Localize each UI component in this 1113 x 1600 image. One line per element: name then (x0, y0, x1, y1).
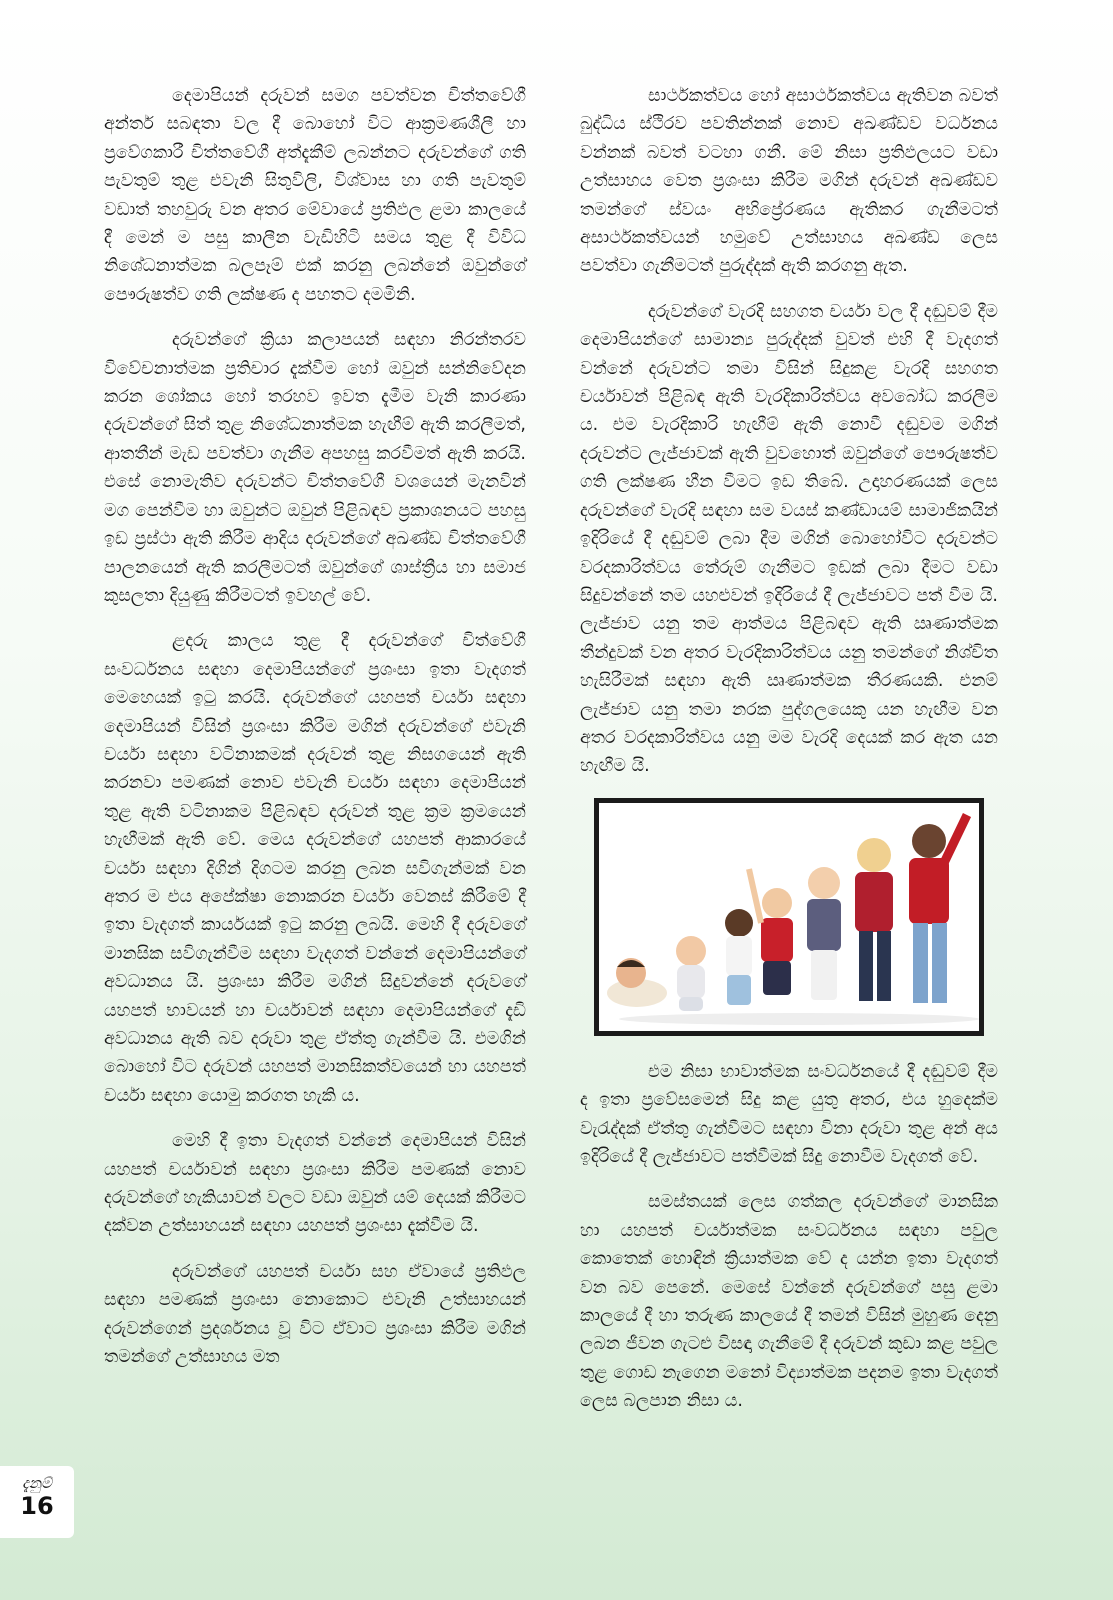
page-number-badge (0, 1466, 74, 1538)
paragraph: දරුවන්ගේ යහපත් චර්යා සහ ඒවායේ ප්‍රතිඵල සඳහා පමණක් ප්‍රශංසා නොකොට එවැනි උත්සාහයන් දරුවන්ගෙන් ප්‍රදර්ශනය වූ විට ඒවාට ප්‍රශංසා කිරීම මගින් තමන්ගේ උත්සාහය මත (104, 1261, 526, 1368)
left-column (104, 82, 526, 1388)
paragraph: මෙහි දී ඉතා වැදගත් වන්නේ දෙමාපියන් විසින් යහපත් චර්යාවන් සඳහා ප්‍රශංසා කිරීම පමණක් නොව දරුවන්ගේ හැකියාවන් වලට වඩා ඔවුන් යම් දෙයක් කිරීමට දක්වන උත්සාහයන් සඳහා යහපත් ප්‍රශංසා දැක්වීම යි. (104, 1131, 526, 1237)
paragraph: ළදරු කාලය තුළ දී දරුවන්ගේ චිත්වේගී සංවර්ධනය සඳහා දෙමාපියන්ගේ ප්‍රශංසා ඉතා වැදගත් මෙහෙයක් ඉටු කරයි. දරුවන්ගේ යහපත් චර්යා සඳහා දෙමාපියන් විසින් ප්‍රශංසා කිරීම මගින් දරුවන්ගේ එවැනි චර්යා සඳහා වටිනාකමක් දරුවන් තුළ නිසගයෙන් ඇති කරනවා පමණක් නොව එවැනි චර්යා සඳහා දෙමාපියන් තුළ ඇති වටිනාකම පිළිබඳව දරුවන් තුළ ක්‍රම ක්‍රමයෙන් හැඟීමක් ඇති වේ. මෙය දරුවන්ගේ යහපත් ආකාරයේ චර්යා සඳහා දිගින් දිගටම කරනු ලබන සවිගැන්මක් වන අතර ම එය අපේක්ෂා නොකරන චර්යා වෙනස් කිරීමේ දී ඉතා වැදගත් කාර්යයක් ඉටු කරනු ලබයි. මෙහි දී දරුවගේ මානසික සවිගැන්වීම සඳහා වැදගත් වන්නේ දෙමාපියන්ගේ අවධානය යි. ප්‍රශංසා කිරීම මගින් සිදුවන්නේ දරුවගේ යහපත් භාවයන් හා චර්යාවන් සඳහා දෙමාපියන්ගේ දැඩි අවධානය ඇති බව දරුවා තුළ ඒත්තු ගැන්වීම යි. එමගින් බොහෝ විට දරුවන් යහපත් මානසිකත්වයෙන් හා යහපත් චර්යා සඳහා යොමු කරගත හැකි ය. (104, 631, 526, 1106)
page-number: 16 (20, 1492, 54, 1520)
paragraph: දරුවන්ගේ වැරදි සහගත චර්යා වල දී දඬුවම් දීම දෙමාපියන්ගේ සාමාන්‍ය පුරුද්දක් වුවත් එහි දී වැදගත් වන්නේ දරුවන්ට තමා විසින් සිදුකළ වැරදි සහගත චර්යාවන් පිළිබඳ ඇති වැරදිකාරිත්වය අවබෝධ කරලීම ය. එම වැරදිකාරි හැඟීම් ඇති නොවී දඬුවම මගින් දරුවන්ට ලැජ්ජාවක් ඇති වුවහොත් ඔවුන්ගේ පෞරුෂත්ව ගති ලක්ෂණ හීන වීමට ඉඩ තිබේ. උදාහරණයක් ලෙස දරුවන්ගේ වැරදි සඳහා සම වයස් කණ්ඩායම් සාමාජිකයින් ඉදිරියේ දී දඬුවම් ලබා දීම මගින් බොහෝවිට දරුවන්ට වරදකාරිත්වය තේරුම් ගැනීමට ඉඩක් ලබා දීමට වඩා සිදුවන්නේ තම යහළුවන් ඉදිරියේ දී ලැජ්ජාවට පත් වීම යි. ලැජ්ජාව යනු තම ආත්මය පිළිබඳව ඇති ඍණාත්මක තීන්දුවක් වන අතර වැරදිකාරිත්වය යනු තමන්ගේ නිශ්චිත හැසිරීමක් සඳහා ඇති ඍණාත්මක තීරණයකි. එනම් ලැජ්ජාව යනු තමා නරක පුද්ගලයෙකු යන හැඟීම වන අතර වරදකාරිත්වය යනු මම වැරදි දෙයක් කර ඇත යන හැඟීම යි. (580, 301, 998, 777)
paragraph: සාර්ථකත්වය හෝ අසාර්ථකත්වය ඇතිවන බවත් බුද්ධිය ස්ථිරව පවතින්නක් නොව අඛණ්ඩව වර්ධනය වන්නක් බවත් වටහා ගනී. මේ නිසා ප්‍රතිඵලයට වඩා උත්සාහය වෙත ප්‍රශංසා කිරීම මගින් දරුවන් අඛණ්ඩව තමන්ගේ ස්වයං අභිප්‍රේරණය ඇතිකර ගැනීමටත් අසාර්ථකත්වයන් හමුවේ උත්සාහය අඛණ්ඩ ලෙස පවත්වා ගැනීමටත් පුරුද්දක් ඇති කරගනු ඇත. (580, 86, 998, 277)
children-photo (594, 798, 984, 1036)
paragraph: සමස්තයක් ලෙස ගත්කල දරුවන්ගේ මානසික හා යහපත් චර්යාත්මක සංවර්ධනය සඳහා පවුල කොතෙක් හොඳින් ක්‍රියාත්මක වේ ද යන්න ඉතා වැදගත් වන බව පෙනේ. මෙසේ වන්නේ දරුවන්ගේ පසු ළමා කාලයේ දී හා තරුණ කාලයේ දී තමන් විසින් මුහුණ දෙනු ලබන ජීවන ගැටළු විසඳා ගැනීමේ දී දරුවන් කුඩා කළ පවුල තුළ ගොඩ නැගෙන මනෝ විද්‍යාත්මක පදනම ඉතා වැදගත් ලෙස බලපාන නිසා ය. (580, 1192, 998, 1412)
paragraph: දරුවන්ගේ ක්‍රියා කලාපයන් සඳහා නිරන්තරව විවේචනාත්මක ප්‍රතිචාර දැක්වීම හෝ ඔවුන් සන්නිවේදන කරන ශෝකය හෝ තරහව ඉවත දැමීම වැනි කාරණා දරුවන්ගේ සිත් තුළ නිශේධනාත්මක හැඟීම් ඇති කරලීමත්, ආතතීන් මැඩ පවත්වා ගැනීම අපහසු කරවීමත් ඇති කරයි. එසේ නොමැතිව දරුවන්ට චිත්තවේගී වශයෙන් මැනවින් මග පෙන්වීම හා ඔවුන්ට ඔවුන් පිළිබඳව ප්‍රකාශනයට පහසු ඉඩ ප්‍රස්ථා ඇති කිරීම ආදිය දරුවන්ගේ අඛණ්ඩ චිත්තවේගී පාලනයෙන් ඇති කරලීමටත් ඔවුන්ගේ ශාස්ත්‍රීය හා සමාජ කුසලතා දියුණු කිරීමටත් ඉවහල් වේ. (104, 330, 526, 606)
paragraph: එම නිසා භාවාත්මක සංවර්ධනයේ දී දඬුවම් දීම ද ඉතා ප්‍රවේසමෙන් සිදු කළ යුතු අතර, එය හුදෙක්ම වැරැද්දක් ඒත්තු ගැන්වීමට සඳහා විනා දරුවා තුළ අන් අය ඉදිරියේ දී ලැජ්ජාවට පත්වීමක් සිදු නොවීම වැදගත් වේ. (580, 1061, 998, 1167)
magazine-name: දැනුම් (22, 1474, 52, 1492)
right-column (580, 82, 998, 1433)
paragraph: දෙමාපියන් දරුවන් සමග පවත්වන චිත්තවේගී අන්තර් සබඳතා වල දී බොහෝ විට ආක්‍රමණශීලී හා ප්‍රවේගකාරී චිත්තවේගී අත්දැකීම් ලබන්නට දරුවන්ගේ ගති පැවතුම් තුළ එවැනි සිතුවිලි, විශ්වාස හා ගති පැවතුම් වඩාත් තහවුරු වන අතර මේවායේ ප්‍රතිඵල ළමා කාලයේ දී මෙන් ම පසු කාලීන වැඩිහිටි සමය තුළ දී විවිධ නිශේධනාත්මක බලපෑම් එක් කරනු ලබන්නේ ඔවුන්ගේ පෞරුෂත්ව ගති ලක්ෂණ ද පහතට දමමිනි. (104, 86, 526, 305)
children-photo-illustration (599, 803, 979, 1031)
